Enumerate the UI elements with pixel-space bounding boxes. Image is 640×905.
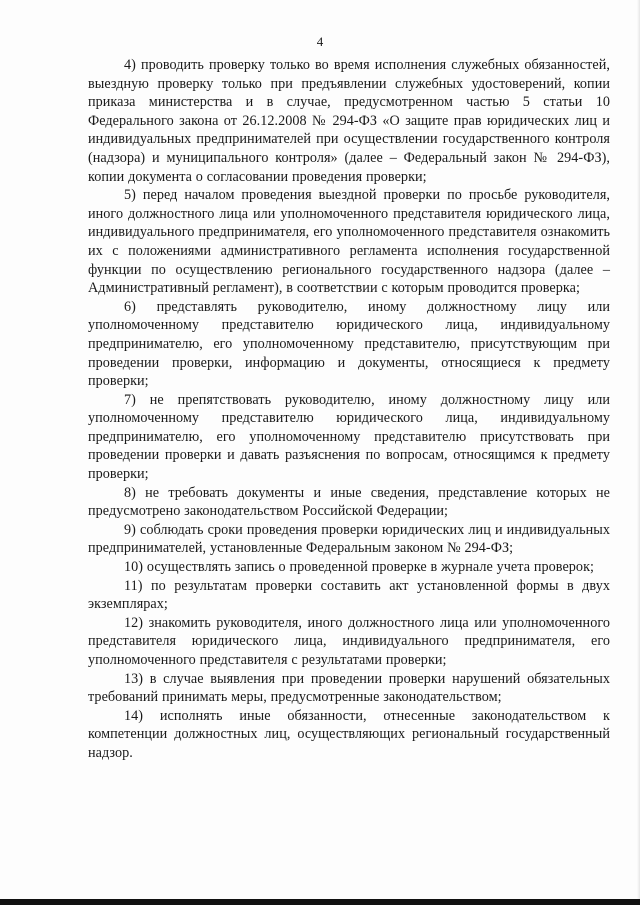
- document-body: [88, 56, 610, 763]
- paragraph-item-9: 9) соблюдать сроки проведения проверки юридических лиц и индивидуальных предпринимателей, установленные Федеральным законом № 294-ФЗ;: [88, 521, 610, 557]
- paragraph-item-8: 8) не требовать документы и иные сведения, представление которых не предусмотрено законодательством Российской Федерации;: [88, 484, 610, 520]
- paragraph-item-5: 5) перед началом проведения выездной проверки по просьбе руководителя, иного должностного лица или уполномоченного представителя юридического лица, индивидуального предпринимателя, его уполномоченного представителя ознакомить их с положениями административного регламента исполнения государственной функции по осуществлению регионального государственного надзора (далее – Административный регламент), в соответствии с которым проводится проверка;: [88, 187, 610, 297]
- page-number: 4: [316, 34, 324, 49]
- paragraph-item-13: 13) в случае выявления при проведении проверки нарушений обязательных требований принимать меры, предусмотренные законодательством;: [88, 670, 610, 706]
- paragraph-item-7: 7) не препятствовать руководителю, иному должностному лицу или уполномоченному представителю юридического лица, индивидуальному предпринимателю, его уполномоченному представителю присутствовать при проведении проверки и давать разъяснения по вопросам, относящимся к предмету проверки;: [88, 391, 610, 483]
- scan-bottom-border: [0, 899, 640, 905]
- paragraph-item-11: 11) по результатам проверки составить акт установленной формы в двух экземплярах;: [88, 577, 610, 613]
- paragraph-item-4: 4) проводить проверку только во время исполнения служебных обязанностей, выездную проверку только при предъявлении служебных удостоверений, копии приказа министерства и в случае, предусмотренном частью 5 статьи 10 Федерального закона от 26.12.2008 № 294-ФЗ «О защите прав юридических лиц и индивидуальных предпринимателей при осуществлении государственного контроля (надзора) и муниципального контроля» (далее – Федеральный закон № 294-ФЗ), копии документа о согласовании проведения проверки;: [88, 57, 610, 185]
- paragraph-item-10: 10) осуществлять запись о проведенной проверке в журнале учета проверок;: [124, 559, 595, 576]
- paragraph-item-12: 12) знакомить руководителя, иного должностного лица или уполномоченного представителя юридического лица, индивидуального предпринимателя, его уполномоченного представителя с результатами проверки;: [88, 614, 610, 668]
- paragraph-item-14: 14) исполнять иные обязанности, отнесенные законодательством к компетенции должностных лиц, осуществляющих региональный государственный надзор.: [88, 707, 610, 761]
- paragraph-item-6: 6) представлять руководителю, иному должностному лицу или уполномоченному представителю юридического лица, индивидуальному предпринимателю, его уполномоченному представителю, присутствующим при проведении проверки, информацию и документы, относящиеся к предмету проверки;: [88, 298, 610, 390]
